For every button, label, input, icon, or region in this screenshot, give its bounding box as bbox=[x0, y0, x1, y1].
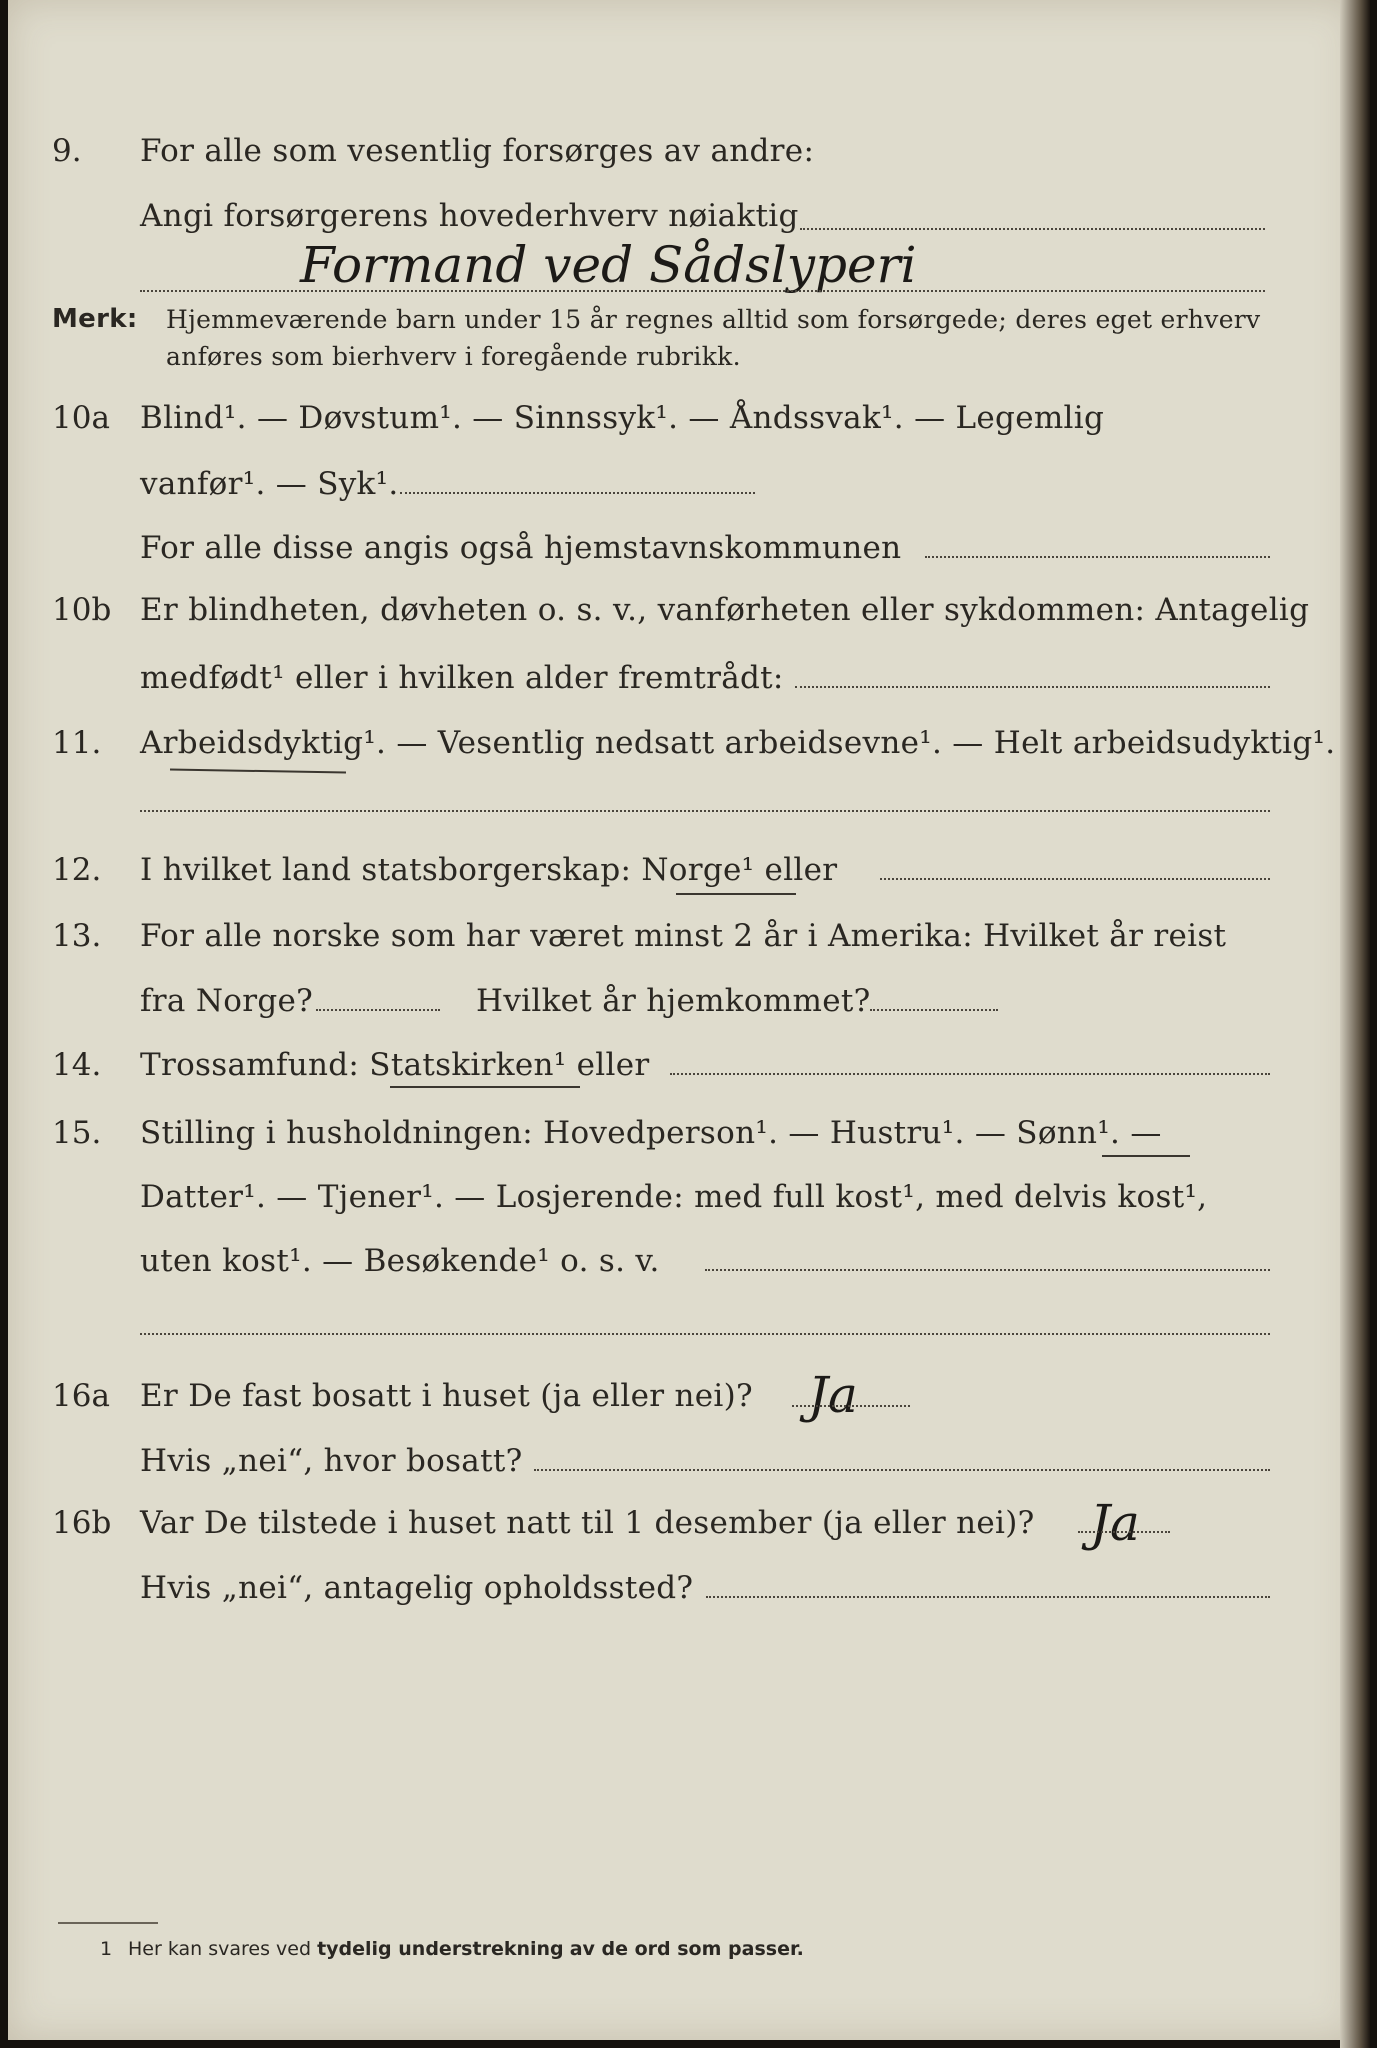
footnote-separator bbox=[58, 1922, 158, 1924]
q16b-line1: Var De tilstede i huset natt til 1 desember (ja eller nei)? bbox=[140, 1505, 1035, 1541]
q15-line3: uten kost¹. — Besøkende¹ o. s. v. bbox=[140, 1243, 660, 1279]
footnote-text-b: tydelig understrekning bbox=[317, 1938, 564, 1960]
merk-line2: anføres som bierhverv i foregående rubrikk. bbox=[166, 342, 741, 371]
q15-line1: Stilling i husholdningen: Hovedperson¹. — Hustru¹. — Sønn¹. — bbox=[140, 1115, 1162, 1151]
q16a-answer: Ja bbox=[808, 1366, 858, 1424]
q16a-number: 16a bbox=[52, 1378, 110, 1414]
page-edge bbox=[1340, 0, 1370, 2048]
q14-line1: Trossamfund: Statskirken¹ eller bbox=[140, 1047, 650, 1083]
footnote-text bbox=[128, 1938, 804, 1960]
q13-dotted-line1 bbox=[316, 1009, 440, 1011]
q9-answer-line bbox=[140, 290, 1265, 292]
q12-dotted-line bbox=[880, 878, 1270, 880]
q10b-line1: Er blindheten, døvheten o. s. v., vanførheten eller sykdommen: Antagelig bbox=[140, 592, 1310, 628]
q11-line1: Arbeidsdyktig¹. — Vesentlig nedsatt arbeidsevne¹. — Helt arbeidsudyktig¹. bbox=[140, 725, 1336, 761]
q14-underline-mark bbox=[390, 1086, 580, 1088]
q11-dotted-line bbox=[140, 810, 1270, 812]
q16b-answer: Ja bbox=[1090, 1494, 1140, 1552]
q14-dotted-line bbox=[670, 1073, 1270, 1075]
q10a-line3: For alle disse angis også hjemstavnskommunen bbox=[140, 530, 902, 566]
q10b-dotted-line bbox=[795, 686, 1270, 688]
q10b-line2: medfødt¹ eller i hvilken alder fremtrådt: bbox=[140, 660, 784, 696]
q15-dotted-line bbox=[705, 1269, 1270, 1271]
q12-line1: I hvilket land statsborgerskap: Norge¹ eller bbox=[140, 852, 838, 888]
q9-line2: Angi forsørgerens hovederhverv nøiaktig bbox=[140, 198, 799, 234]
q9-number: 9. bbox=[52, 133, 82, 169]
q16a-line2: Hvis „nei“, hvor bosatt? bbox=[140, 1443, 523, 1479]
q13-line2a: fra Norge? bbox=[140, 983, 314, 1019]
q10b-number: 10b bbox=[52, 592, 112, 628]
q13-line1: For alle norske som har været minst 2 år i Amerika: Hvilket år reist bbox=[140, 918, 1227, 954]
footnote-mark: 1 bbox=[100, 1938, 113, 1960]
q16b-number: 16b bbox=[52, 1505, 112, 1541]
q16a-dotted-line2 bbox=[534, 1469, 1270, 1471]
footnote-text-a: Her kan svares ved bbox=[128, 1938, 312, 1960]
q12-number: 12. bbox=[52, 852, 102, 888]
q10a-dotted-line2 bbox=[925, 556, 1270, 558]
merk-label: Merk: bbox=[52, 304, 138, 334]
q9-line1: For alle som vesentlig forsørges av andre: bbox=[140, 133, 815, 169]
q10a-line1: Blind¹. — Døvstum¹. — Sinnssyk¹. — Åndssvak¹. — Legemlig bbox=[140, 400, 1105, 436]
q16b-line2: Hvis „nei“, antagelig opholdssted? bbox=[140, 1570, 694, 1606]
merk-line1: Hjemmeværende barn under 15 år regnes alltid som forsørgede; deres eget erhverv bbox=[166, 305, 1261, 334]
q10a-line2: vanfør¹. — Syk¹. bbox=[140, 466, 399, 502]
q15-dotted-line2 bbox=[140, 1333, 1270, 1335]
q11-number: 11. bbox=[52, 725, 102, 761]
q15-underline-mark bbox=[1102, 1155, 1190, 1157]
q9-answer: Formand ved Sådslyperi bbox=[300, 236, 917, 294]
q15-number: 15. bbox=[52, 1115, 102, 1151]
q12-underline-mark bbox=[676, 893, 796, 895]
q13-dotted-line2 bbox=[870, 1009, 998, 1011]
q10a-dotted-line bbox=[400, 492, 755, 494]
q9-dotted-line bbox=[800, 228, 1265, 230]
q14-number: 14. bbox=[52, 1047, 102, 1083]
footnote-text-c: av de ord som passer. bbox=[569, 1938, 804, 1960]
q16b-dotted-line2 bbox=[706, 1596, 1270, 1598]
q13-line2b: Hvilket år hjemkommet? bbox=[476, 983, 871, 1019]
q10a-number: 10a bbox=[52, 400, 110, 436]
q13-number: 13. bbox=[52, 918, 102, 954]
q15-line2: Datter¹. — Tjener¹. — Losjerende: med full kost¹, med delvis kost¹, bbox=[140, 1179, 1208, 1215]
q16b-dotted-line bbox=[1078, 1531, 1170, 1533]
q16a-dotted-line bbox=[792, 1405, 910, 1407]
q16a-line1: Er De fast bosatt i huset (ja eller nei)? bbox=[140, 1378, 753, 1414]
